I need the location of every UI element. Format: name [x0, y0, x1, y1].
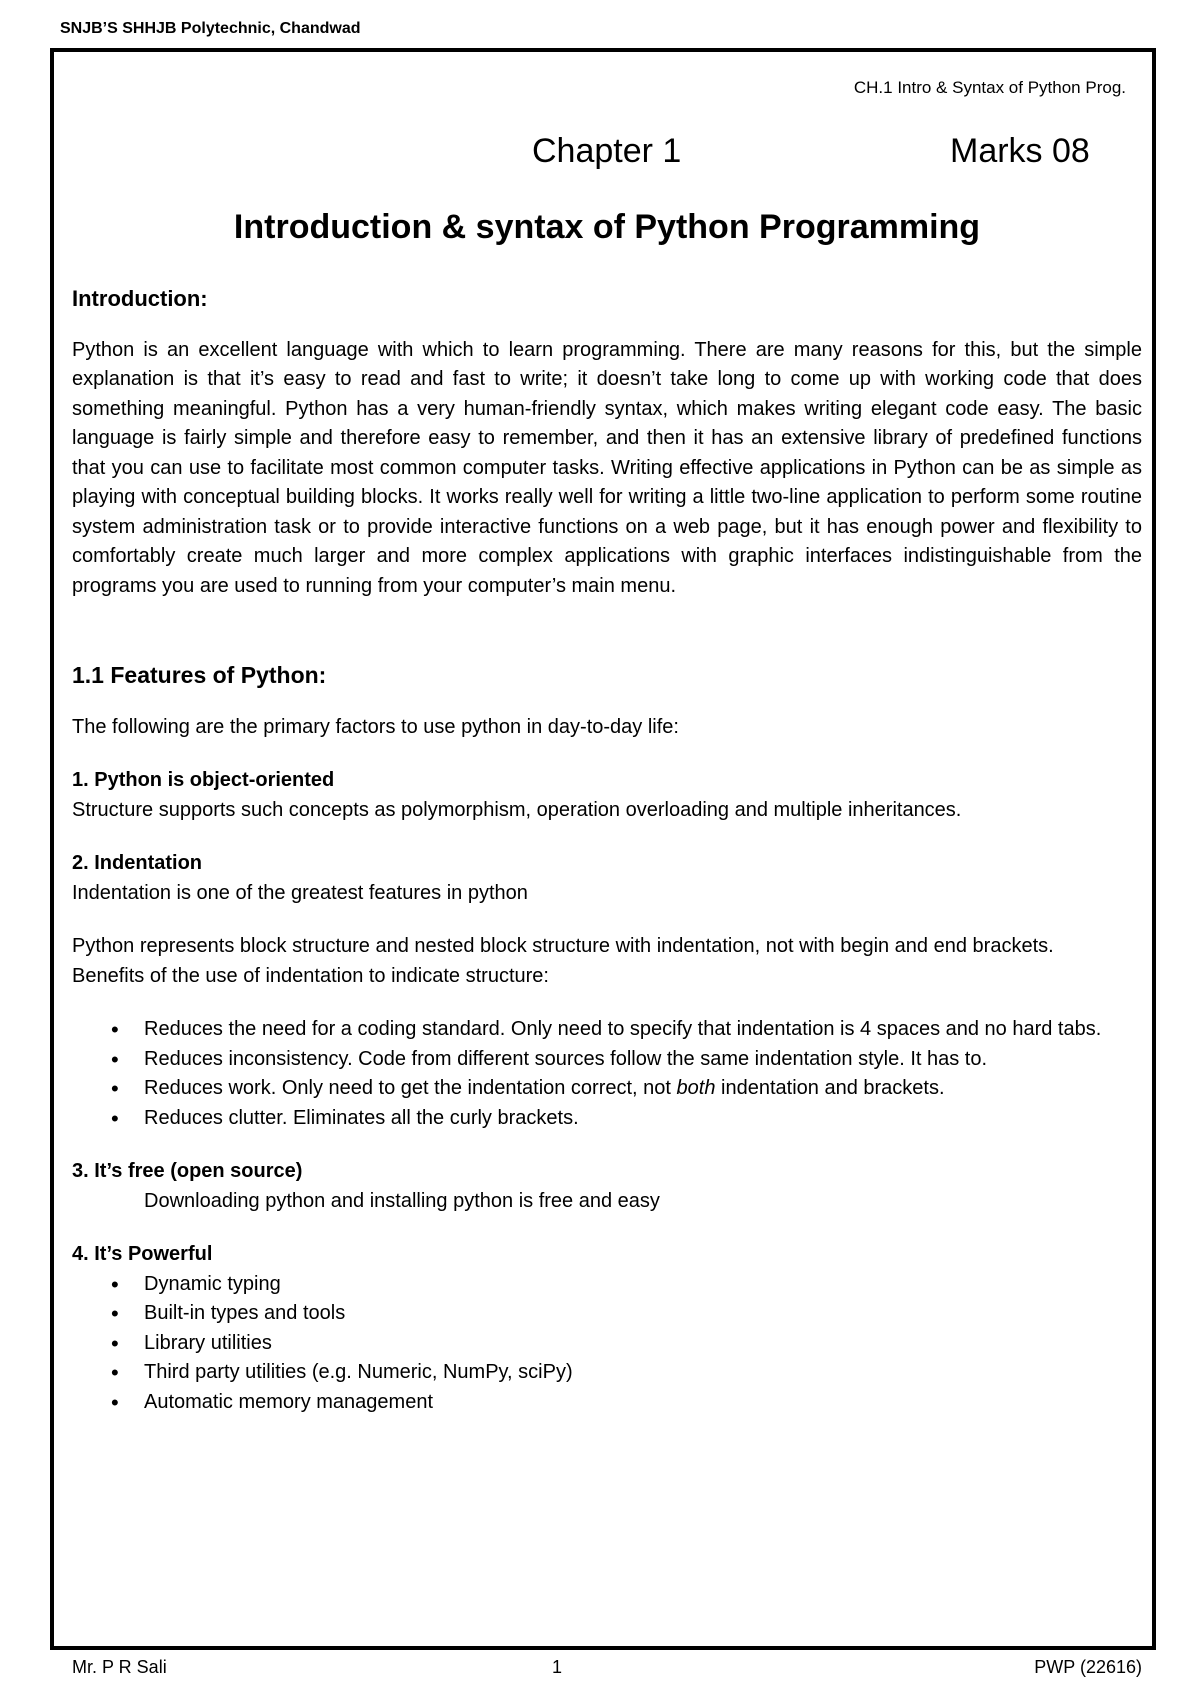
list-item: • Reduces the need for a coding standard. Only need to specify that indentation is 4 spaces and no hard tabs. — [144, 1015, 1142, 1045]
feature-1-title: 1. Python is object-oriented — [72, 769, 335, 791]
footer-course: PWP (22616) — [1034, 1657, 1142, 1677]
feature-4-title: 4. It’s Powerful — [72, 1243, 213, 1265]
powerful-features-list — [72, 1270, 1142, 1418]
list-item: • Reduces clutter. Eliminates all the curly brackets. — [144, 1104, 1142, 1134]
list-item: • Built-in types and tools — [144, 1299, 1142, 1329]
running-head: CH.1 Intro & Syntax of Python Prog. — [853, 78, 1126, 97]
feature-1-text: Structure supports such concepts as polymorphism, operation overloading and multiple inheritances. — [72, 798, 962, 821]
indentation-benefits-list — [72, 1015, 1142, 1133]
page-number: 1 — [552, 1657, 563, 1677]
list-item: • Library utilities — [144, 1329, 1142, 1359]
features-heading: 1.1 Features of Python: — [72, 662, 327, 688]
chapter-row — [72, 132, 1142, 182]
list-item: • Automatic memory management — [144, 1388, 1142, 1418]
list-item: • Reduces inconsistency. Code from different sources follow the same indentation style. It has to. — [144, 1045, 1142, 1075]
features-intro: The following are the primary factors to use python in day-to-day life: — [72, 715, 679, 738]
feature-3-text: Downloading python and installing python is free and easy — [144, 1189, 660, 1212]
feature-3-title: 3. It’s free (open source) — [72, 1160, 303, 1182]
footer-author: Mr. P R Sali — [72, 1657, 167, 1677]
feature-2-text: Indentation is one of the greatest features in python — [72, 881, 528, 904]
introduction-heading: Introduction: — [72, 286, 208, 311]
feature-2-title: 2. Indentation — [72, 852, 202, 874]
list-item: • Third party utilities (e.g. Numeric, NumPy, sciPy) — [144, 1358, 1142, 1388]
emphasis-text: both — [676, 1077, 716, 1099]
chapter-label: Chapter 1 — [532, 132, 682, 170]
body-flow — [72, 284, 1142, 1417]
feature-2-benefits-intro: Benefits of the use of indentation to indicate structure: — [72, 964, 549, 987]
list-item: • Dynamic typing — [144, 1270, 1142, 1300]
page-title: Introduction & syntax of Python Programming — [233, 208, 981, 246]
introduction-paragraph: Python is an excellent language with which to learn programming. There are many reasons for this, but the simple explanation is that it’s easy to read and fast to write; it doesn’t take long to come up with working code that does something meaningful. Python has a very human-friendly syntax, which makes writing elegant code easy. The basic language is fairly simple and therefore easy to remember, and then it has an extensive library of predefined functions that you can use to facilitate most common computer tasks. Writing effective applications in Python can be as simple as playing with conceptual building blocks. It works really well for writing a little two-line application to perform some routine system administration task or to provide interactive functions on a web page, but it has enough power and flexibility to comfortably create much larger and more complex applications with graphic interfaces indistinguishable from the programs you are used to running from your computer’s main menu. — [72, 338, 1142, 597]
list-item — [144, 1074, 1142, 1104]
feature-2-paragraph: Python represents block structure and nested block structure with indentation, not with begin and end brackets. — [72, 935, 1054, 957]
list-item-text: indentation and brackets. — [715, 1077, 945, 1099]
institution-header: SNJB’S SHHJB Polytechnic, Chandwad — [60, 20, 361, 37]
marks-label: Marks 08 — [950, 132, 1090, 170]
list-item-text: Reduces work. Only need to get the indentation correct, not — [144, 1077, 677, 1099]
